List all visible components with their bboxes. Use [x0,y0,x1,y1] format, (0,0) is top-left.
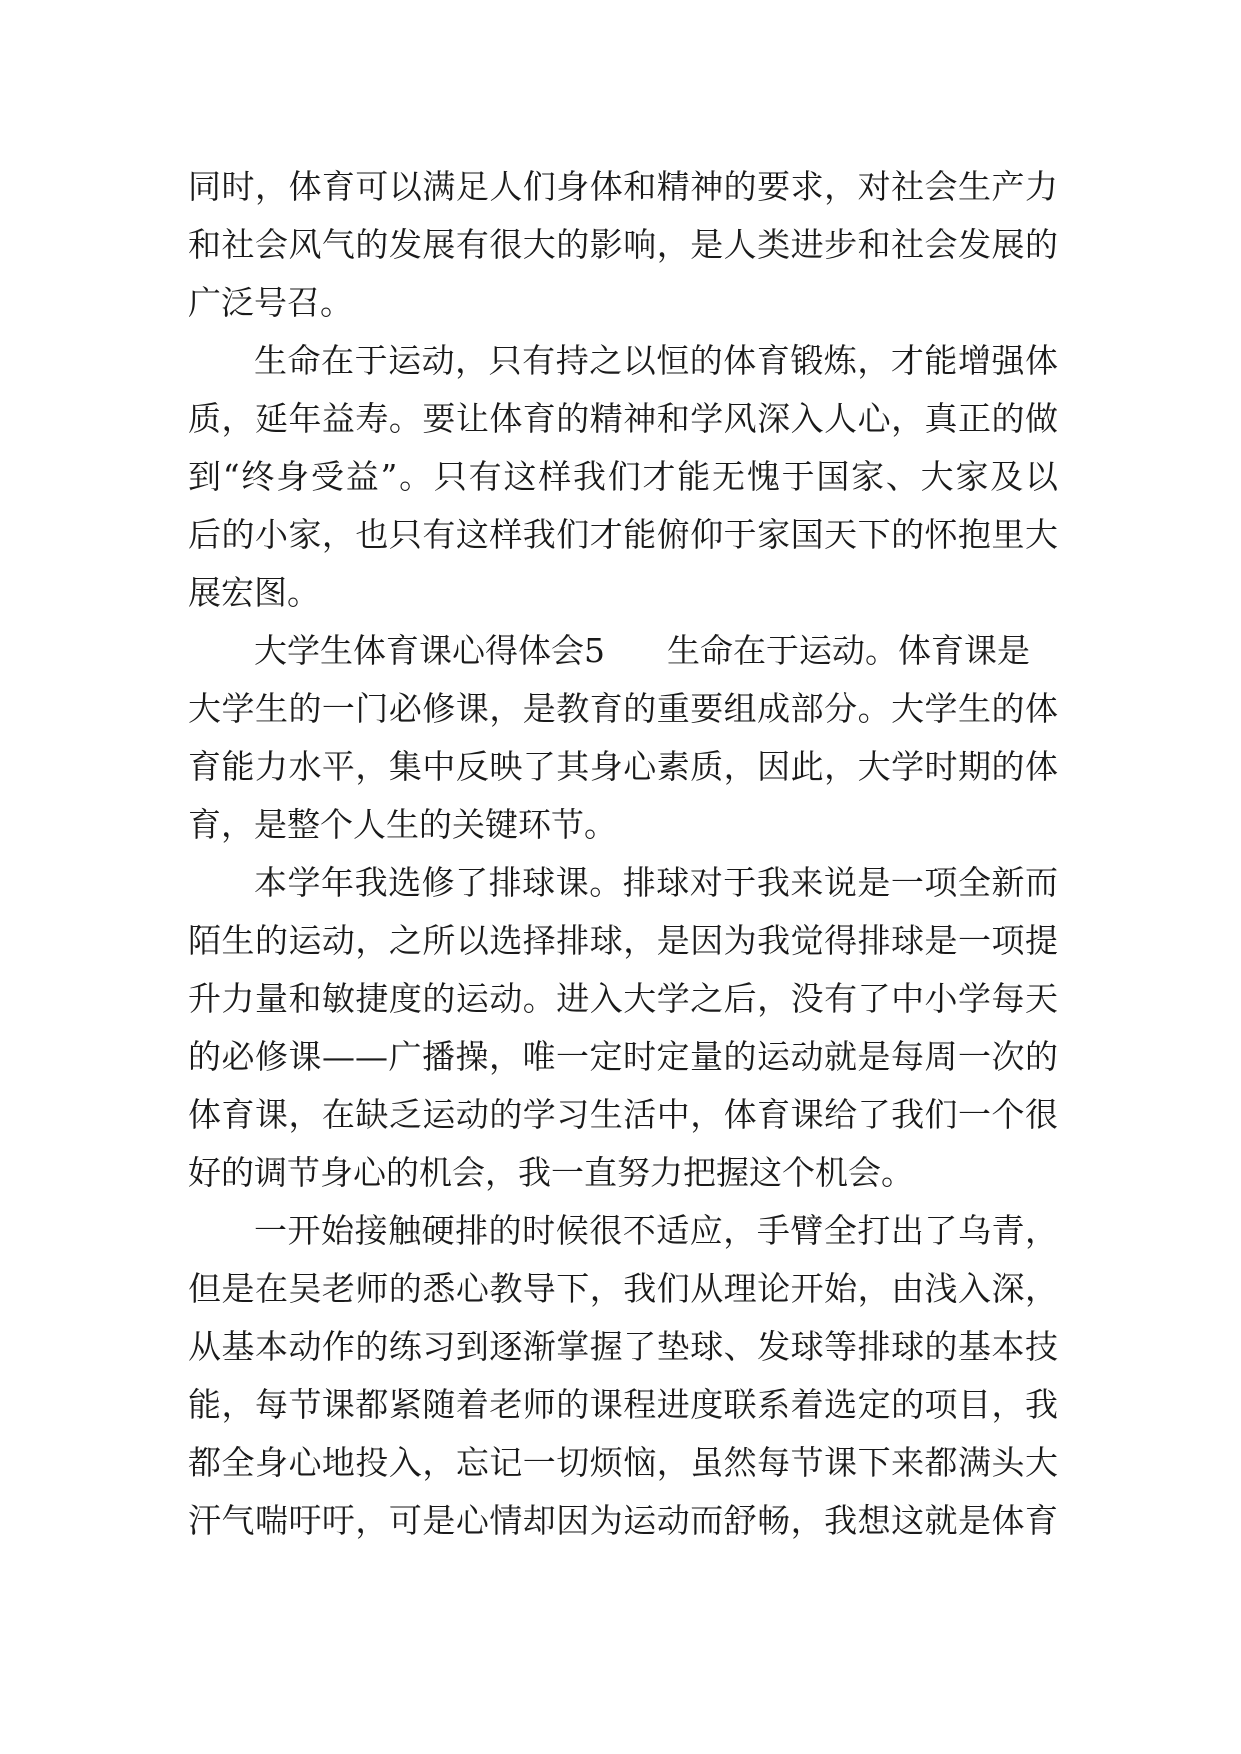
text-line: 好的调节身心的机会，我一直努力把握这个机会。 [188,1153,914,1192]
text-line: 展宏图。 [188,573,320,612]
text-line: 到“终身受益”。只有这样我们才能无愧于国家、大家及以 [188,457,1058,496]
section-heading: 大学生体育课心得体会5 [254,631,605,670]
text-line: 陌生的运动，之所以选择排球，是因为我觉得排球是一项提 [188,921,1058,960]
text-line: 同时，体育可以满足人们身体和精神的要求，对社会生产力 [188,167,1058,206]
text-line: 广泛号召。 [188,283,353,322]
text-line: 育，是整个人生的关键环节。 [188,805,617,844]
text-line: 的必修课——广播操，唯一定时定量的运动就是每周一次的 [188,1037,1058,1076]
text-line: 升力量和敏捷度的运动。进入大学之后，没有了中小学每天 [188,979,1058,1018]
text-line: 质，延年益寿。要让体育的精神和学风深入人心，真正的做 [188,399,1058,438]
text-line: 能，每节课都紧随着老师的课程进度联系着选定的项目，我 [188,1385,1058,1424]
text-line: 后的小家，也只有这样我们才能俯仰于家国天下的怀抱里大 [188,515,1058,554]
text-line: 大学生的一门必修课，是教育的重要组成部分。大学生的体 [188,689,1058,728]
text-line: 和社会风气的发展有很大的影响，是人类进步和社会发展的 [188,225,1058,264]
text-line: 生命在于运动，只有持之以恒的体育锻炼，才能增强体 [254,341,1058,380]
text-line: 本学年我选修了排球课。排球对于我来说是一项全新而 [254,863,1058,902]
text-line: 体育课，在缺乏运动的学习生活中，体育课给了我们一个很 [188,1095,1058,1134]
text-line: 一开始接触硬排的时候很不适应，手臂全打出了乌青， [254,1211,1058,1250]
text-line [188,622,1058,680]
document-body [188,158,1058,1550]
text-line: 育能力水平，集中反映了其身心素质，因此，大学时期的体 [188,747,1058,786]
section-lead-text: 生命在于运动。体育课是 [667,631,1030,670]
text-line: 从基本动作的练习到逐渐掌握了垫球、发球等排球的基本技 [188,1327,1058,1366]
text-line: 但是在吴老师的悉心教导下，我们从理论开始，由浅入深， [188,1269,1058,1308]
text-line: 汗气喘吁吁，可是心情却因为运动而舒畅，我想这就是体育 [188,1501,1058,1540]
text-line: 都全身心地投入，忘记一切烦恼，虽然每节课下来都满头大 [188,1443,1058,1482]
